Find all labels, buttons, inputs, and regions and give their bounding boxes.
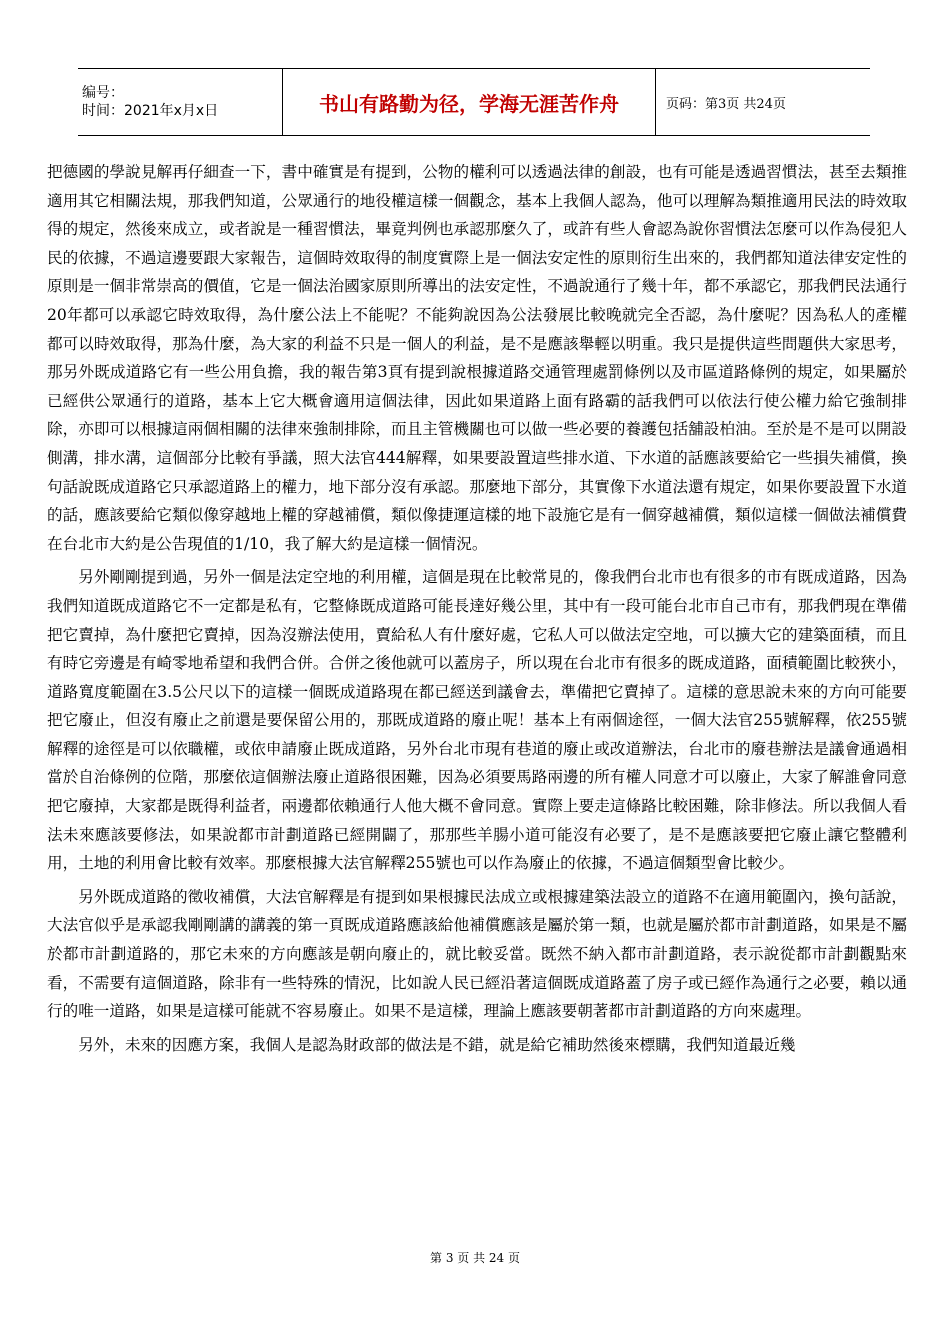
page-header: [78, 68, 870, 136]
header-motto: 书山有路勤为径，学海无涯苦作舟: [283, 69, 656, 136]
header-meta: [78, 69, 283, 136]
page-footer: 第 3 页 共 24 页: [430, 1251, 520, 1265]
document-number-label: 编号：: [82, 85, 124, 101]
paragraph: 另外既成道路的徵收補償，大法官解釋是有提到如果根據民法成立或根據建築法設立的道路不在適用範圍內，換句話說，大法官似乎是承認我剛剛講的講義的第一頁既成道路應該給他補償應該是屬於第一類，也就是屬於都市計劃道路，如果是不屬於都市計劃道路的，那它未來的方向應該是朝向廢止的，就比較妥當。既然不納入都市計劃道路，表示說從都市計劃觀點來看，不需要有這個道路，除非有一些特殊的情況，比如說人民已經沿著這個既成道路蓋了房子或已經作為通行之必要，賴以通行的唯一道路，如果是這樣可能就不容易廢止。如果不是這樣，理論上應該要朝著都市計劃道路的方向來處理。: [47, 887, 907, 1021]
paragraph: 另外剛剛提到過，另外一個是法定空地的利用權，這個是現在比較常見的，像我們台北市也有很多的市有既成道路，因為我們知道既成道路它不一定都是私有，它整條既成道路可能長達好幾公里，其中有一段可能台北市自己市有，那我們現在準備把它賣掉，為什麼把它賣掉，因為沒辦法使用，賣給私人有什麼好處，它私人可以做法定空地，可以擴大它的建築面積，而且有時它旁邊是有崎零地希望和我們合併。合併之後他就可以蓋房子，所以現在台北市有很多的既成道路，面積範圍比較狹小，道路寬度範圍在3.5公尺以下的這樣一個既成道路現在都已經送到議會去，準備把它賣掉了。這樣的意思說未來的方向可能要把它廢止，但沒有廢止之前還是要保留公用的，那既成道路的廢止呢！基本上有兩個途徑，一個大法官255號解釋，依255號解釋的途徑是可以依職權，或依申請廢止既成道路，另外台北市現有巷道的廢止或改道辦法，台北市的廢巷辦法是議會通過相當於自治條例的位階，那麼依這個辦法廢止道路很困難，因為必須要馬路兩邊的所有權人同意才可以廢止，大家了解誰會同意把它廢掉，大家都是既得利益者，兩邊都依賴通行人他大概不會同意。實際上要走這條路比較困難，除非修法。所以我個人看法未來應該要修法，如果說都市計劃道路已經開闢了，那那些羊腸小道可能沒有必要了，是不是應該要把它廢止讓它整體利用，土地的利用會比較有效率。那麼根據大法官解釋255號也可以作為廢止的依據，不過這個類型會比較少。: [47, 568, 907, 873]
body-text: [47, 158, 907, 1059]
document-date-label: 时间：2021年x月x日: [82, 103, 219, 119]
paragraph: 另外，未來的因應方案，我個人是認為財政部的做法是不錯，就是給它補助然後來標購，我們知道最近幾: [78, 1035, 796, 1054]
header-page-info: 页码：第3页 共24页: [656, 69, 871, 136]
paragraph: 把德國的學說見解再仔細查一下，書中確實是有提到，公物的權利可以透過法律的創設，也有可能是透過習慣法，甚至去類推適用其它相關法規，那我們知道，公眾通行的地役權這樣一個觀念，基本上我個人認為，他可以理解為類推適用民法的時效取得的規定，然後來成立，或者說是一種習慣法，畢竟判例也承認那麼久了，或許有些人會認為說你習慣法怎麼可以作為侵犯人民的依據，不過這邊要跟大家報告，這個時效取得的制度實際上是一個法安定性的原則衍生出來的，我們都知道法律安定性的原則是一個非常崇高的價值，它是一個法治國家原則所導出的法安定性，不過說通行了幾十年，都不承認它，那我們民法通行20年都可以承認它時效取得，為什麼公法上不能呢？不能夠說因為公法發展比較晚就完全否認，為什麼呢？因為私人的產權都可以時效取得，那為什麼，為大家的利益不只是一個人的利益，是不是應該舉輕以明重。我只是提供這些問題供大家思考，那另外既成道路它有一些公用負擔，我的報告第3頁有提到說根據道路交通管理處罰條例以及市區道路條例的規定，如果屬於已經供公眾通行的道路，基本上它大概會適用這個法律，因此如果道路上面有路霸的話我們可以依法行使公權力給它強制排除，亦即可以根據這兩個相關的法律來強制排除，而且主管機關也可以做一些必要的養護包括舖設柏油。至於是不是可以開設側溝，排水溝，這個部分比較有爭議，照大法官444解釋，如果要設置這些排水道、下水道的話應該要給它一些損失補償，換句話說既成道路它只承認道路上的權力，地下部分沒有承認。那麼地下部分，其實像下水道法還有規定，如果你要設置下水道的話，應該要給它類似像穿越地上權的穿越補償，類似像捷運這樣的地下設施它是有一個穿越補償，類似這樣一個做法補償費在台北市大約是公告現值的1/10，我了解大約是這樣一個情況。: [47, 163, 907, 553]
